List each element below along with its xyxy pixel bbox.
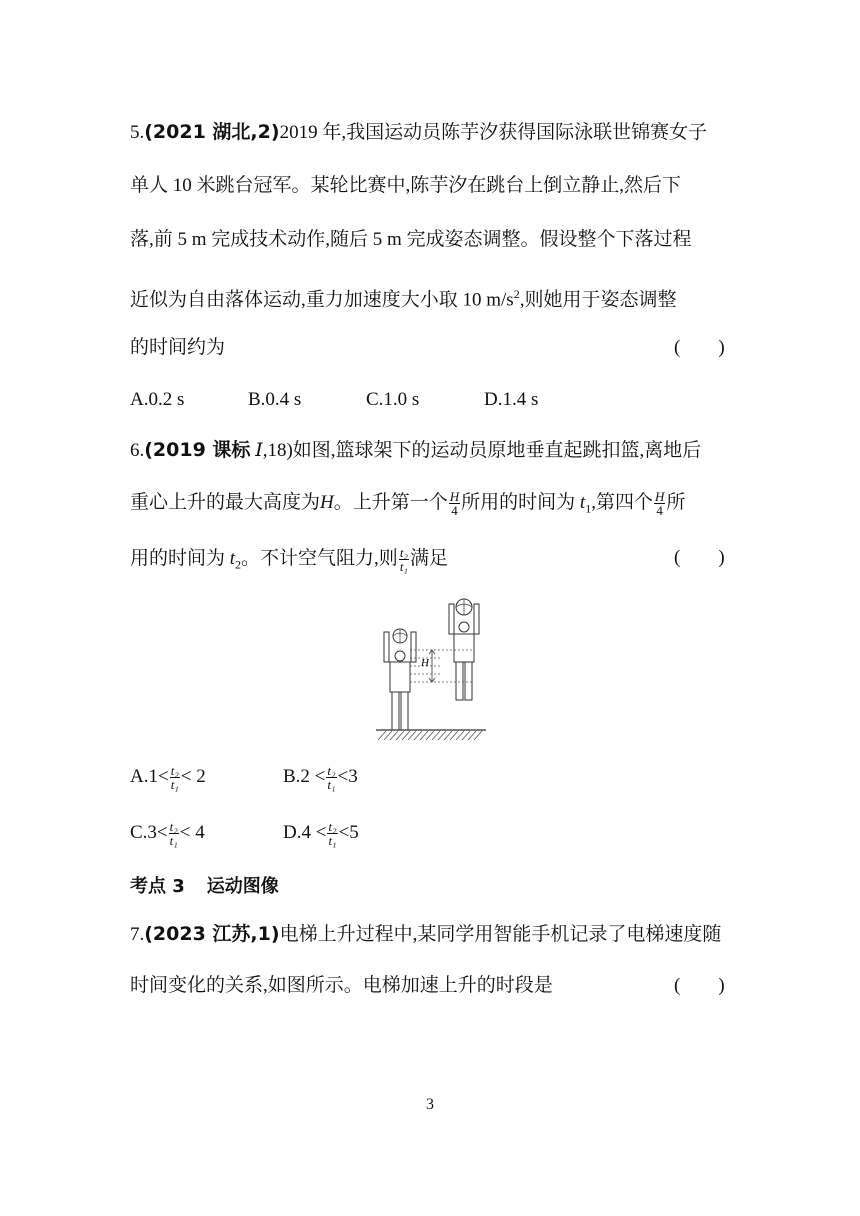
q6-text-2d: ,第四个 bbox=[591, 491, 653, 513]
head-right bbox=[459, 622, 469, 632]
q7-line-1 bbox=[130, 922, 721, 947]
q5-line-1 bbox=[130, 120, 707, 145]
q6-opt-c-post: < 4 bbox=[179, 821, 205, 843]
q5-line-3: 落,前 5 m 完成技术动作,随后 5 m 完成姿态调整。假设整个下落过程 bbox=[130, 229, 692, 250]
q5-text-1: 2019 年,我国运动员陈芋汐获得国际泳联世锦赛女子 bbox=[279, 122, 708, 143]
frac-num: t₂ bbox=[399, 545, 408, 560]
q6-opt-c-pre: C.3< bbox=[130, 821, 168, 843]
section-label: 考点 3 bbox=[130, 876, 185, 897]
q6-opt-a-frac bbox=[170, 764, 180, 791]
frac-den: t₁ bbox=[169, 833, 178, 848]
q5-answer-paren: ( ) bbox=[674, 337, 725, 358]
q6-source-b: ,18) bbox=[262, 440, 293, 461]
q6-text-3a: 用的时间为 bbox=[130, 547, 226, 569]
q6-option-c bbox=[130, 820, 205, 847]
q6-opt-a-pre: A.1< bbox=[130, 765, 169, 787]
q6-opt-b-pre: B.2 < bbox=[283, 765, 326, 787]
q6-number: 6. bbox=[130, 440, 145, 461]
q6-source-a: (2019 课标 bbox=[144, 439, 251, 461]
q6-line-1 bbox=[130, 438, 701, 463]
q5-line-5: 的时间约为 bbox=[130, 337, 226, 358]
q6-opt-c-frac bbox=[169, 820, 179, 847]
q6-line-3 bbox=[130, 546, 448, 577]
q5-option-c: C.1.0 s bbox=[366, 389, 420, 410]
jumping-player bbox=[449, 599, 479, 700]
q5-option-b: B.0.4 s bbox=[248, 389, 302, 410]
frac-num: t₂ bbox=[327, 763, 336, 778]
frac-num: t₂ bbox=[328, 819, 337, 834]
q6-option-a bbox=[130, 764, 206, 791]
q7-number: 7. bbox=[130, 924, 145, 945]
q6-H: H bbox=[320, 491, 334, 513]
q6-text-2c: 所用的时间为 bbox=[461, 491, 576, 513]
q6-fraction-h4-fourth bbox=[654, 490, 665, 517]
q5-text-4a: 近似为自由落体运动,重力加速度大小取 10 m/s bbox=[130, 289, 514, 311]
frac-den: t₁ bbox=[170, 777, 179, 792]
q6-text-2e: 所 bbox=[666, 491, 686, 513]
frac-num: t₂ bbox=[170, 763, 179, 778]
q6-text-3c: 满足 bbox=[409, 547, 448, 569]
q6-fraction-h4-first bbox=[449, 490, 460, 517]
q6-opt-b-frac bbox=[326, 764, 336, 791]
frac-num: H bbox=[654, 489, 665, 504]
q5-option-d: D.1.4 s bbox=[484, 389, 539, 410]
q6-t2-sub: 2 bbox=[235, 557, 242, 572]
q6-line-2 bbox=[130, 490, 685, 521]
q5-number: 5. bbox=[130, 122, 145, 143]
q7-answer-paren: ( ) bbox=[674, 975, 725, 996]
q6-answer-paren: ( ) bbox=[674, 547, 725, 568]
frac-den: t₁ bbox=[327, 777, 336, 792]
q7-source: (2023 江苏,1) bbox=[144, 923, 280, 945]
section-title: 运动图像 bbox=[206, 876, 279, 897]
q6-opt-d-pre: D.4 < bbox=[283, 821, 327, 843]
q6-fraction-t2t1 bbox=[399, 546, 409, 573]
q6-opt-a-post: < 2 bbox=[180, 765, 206, 787]
q5-text-4b: ,则她用于姿态调整 bbox=[519, 289, 677, 311]
page-number: 3 bbox=[426, 1096, 434, 1113]
q6-opt-d-frac bbox=[327, 820, 337, 847]
frac-den: 4 bbox=[656, 503, 663, 518]
q6-text-1: 如图,篮球架下的运动员原地垂直起跳扣篮,离地后 bbox=[292, 440, 702, 461]
q6-text-2a: 重心上升的最大高度为 bbox=[130, 491, 321, 513]
q7-line-2: 时间变化的关系,如图所示。电梯加速上升的时段是 bbox=[130, 975, 553, 996]
q6-text-3b: 。不计空气阻力,则 bbox=[241, 547, 398, 569]
q6-t1-sub: 1 bbox=[585, 501, 592, 516]
q5-line-2: 单人 10 米跳台冠军。某轮比赛中,陈芋汐在跳台上倒立静止,然后下 bbox=[130, 175, 682, 196]
frac-den: t₁ bbox=[328, 833, 337, 848]
q6-opt-b-post: <3 bbox=[337, 765, 358, 787]
q5-option-a: A.0.2 s bbox=[130, 389, 185, 410]
q6-opt-d-post: <5 bbox=[338, 821, 359, 843]
section-heading bbox=[130, 872, 279, 898]
height-guides bbox=[410, 650, 474, 682]
q5-line-4 bbox=[130, 282, 676, 312]
head-left bbox=[395, 651, 405, 661]
q6-option-d bbox=[283, 820, 359, 847]
ground-hatch bbox=[378, 731, 482, 740]
q6-figure bbox=[370, 594, 492, 744]
q6-source-roman: Ⅰ bbox=[255, 440, 263, 461]
frac-num: H bbox=[449, 489, 460, 504]
q6-t1: t bbox=[579, 491, 586, 513]
figure-H-label: H bbox=[421, 657, 429, 669]
q6-text-2b: 。上升第一个 bbox=[333, 491, 448, 513]
q6-t2: t bbox=[229, 547, 236, 569]
frac-num: t₂ bbox=[169, 819, 178, 834]
frac-den: 4 bbox=[451, 503, 458, 518]
frac-den: t₁ bbox=[399, 559, 408, 574]
q7-text-1: 电梯上升过程中,某同学用智能手机记录了电梯速度随 bbox=[279, 924, 722, 945]
q6-option-b bbox=[283, 764, 358, 791]
standing-player bbox=[384, 629, 416, 730]
q5-sup: 2 bbox=[513, 287, 520, 301]
q5-source: (2021 湖北,2) bbox=[144, 121, 280, 143]
